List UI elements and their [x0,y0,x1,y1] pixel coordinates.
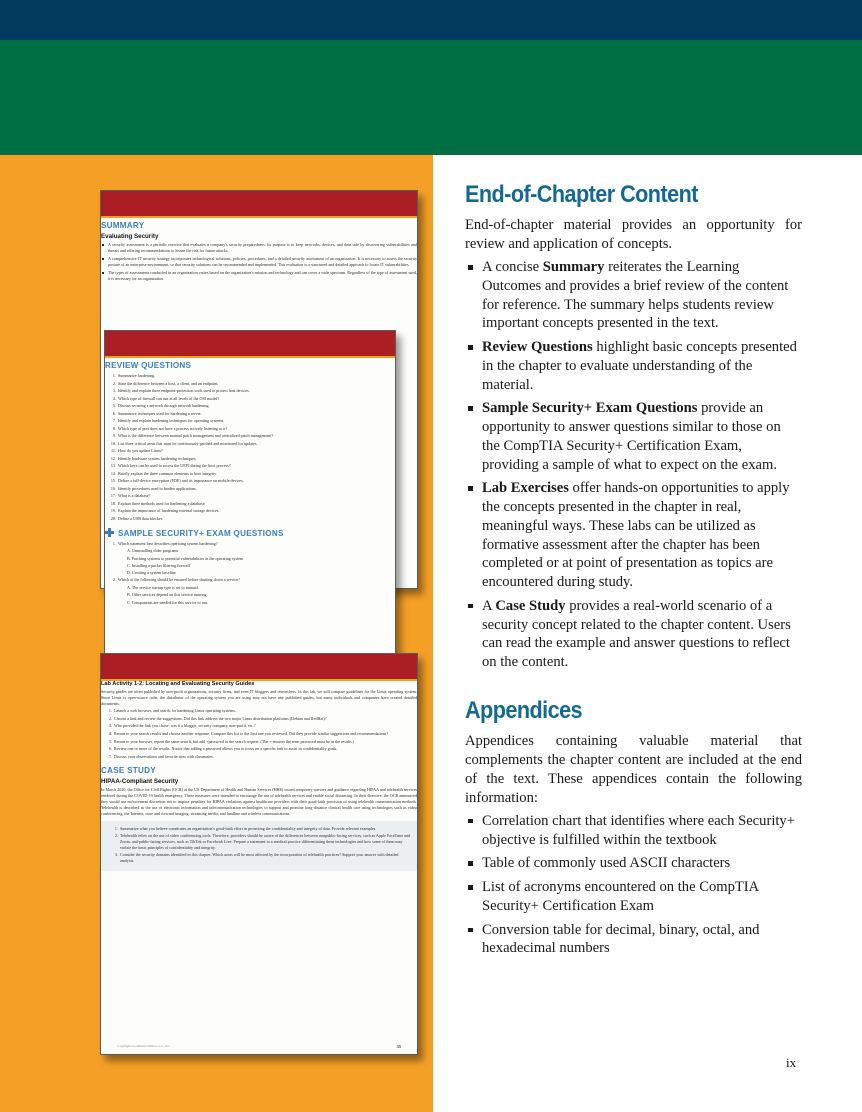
intro-paragraph-end-of-chapter: End-of-chapter material provides an opportunity for review and application of concepts. [465,217,802,253]
list-item-text: provides a real-world scenario of a security concept related to the chapter content. Users can read the example and answer questions to reflect on the content. [482,597,791,671]
list-item: Identify and explain hardening techniques for operating systems. [118,418,225,424]
list-item-term: Sample Security+ Exam Questions [482,400,698,417]
list-item: Which type of firewall can run at all levels of the OSI model? [118,395,220,401]
list-item-text: List of acronyms encountered on the CompTIA Security+ Certification Exam [482,879,759,914]
list-item: Which statement best describes operating system hardening? [118,540,218,546]
list-item: Consider the security domains identified in this chapter. Which areas will be most affected by the incorporation of telehealth practices? Support your answer with detailed analysis. [120,852,399,864]
list-item: A security assessment is a periodic exercise that evaluates a company's security preparedness. Its purpose is to keep networks, devices, and data safe by discovering vulnerabilities and threats and offering recommendations to lessen the risk for future attacks. [101,242,417,254]
list-item: Review one or more of the results. Notice that adding a password allows you to focus on a specific task to assist in confidentiality goals. [114,746,338,752]
paragraph: In March 2020, the Office for Civil Rights (OCR) at the US Department of Health and Human Services (HHS) issued temporary waivers and guidance regarding HIPAA and telehealth services rendered during the COVID-19 health emergency. These measures were intended to encourage the use of telehealth services and enable social distancing. In their directive, the OCR announced they would use enforcement discretion not to impose penalties for HIPAA violations against healthcare providers with their good-faith provision of using telehealth communication methods. Telehealth is described as the use of electronic information and telecommunication technologies to support and promote long-distance clinical health care using technologies such as video conferencing, the Internet, store and forward imaging, streaming media, and landline and wireless communications. [101,787,417,816]
list-item: Which type of port does not have a process actively listening to it? [118,425,228,431]
list-item: Launch a web browser, and search for hardening Linux operating systems. [114,708,236,714]
list-item-term: Case Study [495,597,566,614]
list-item [465,878,802,916]
end-of-chapter-feature-list [465,258,802,672]
list-item [465,812,802,850]
answer-choice: C. Installing a packet filtering firewall [127,562,190,568]
answer-choice: C. Components are needed for this service to run. [127,599,209,605]
list-item: Identify procedures used to harden applications. [118,485,197,491]
list-item: Who provided the link you chose: was it a blogger, security company, non-profit, etc.? [114,723,256,729]
list-item: List three critical areas that must be continuously patched and monitored for updates. [118,440,258,446]
list-item-term: Lab Exercises [482,480,569,497]
list-item-text: Conversion table for decimal, binary, octal, and hexadecimal numbers [482,921,760,957]
lab-activity-title: Lab Activity 1-2: Locating and Evaluating Security Guides [101,681,255,687]
case-study-body [101,787,417,816]
intro-paragraph-appendices: Appendices containing valuable material that complements the chapter content are included at the end of the text. These appendices contain the following information: [465,733,802,806]
thumb-red-header-bar [101,654,417,679]
list-item: Discuss securing a network through network hardening. [118,403,210,409]
answer-choice: D. Creating a system baseline [127,570,176,576]
list-item: Summarize techniques used for hardening a server. [118,410,202,416]
list-item-text: offer hands-on opportunities to apply the concepts presented in the chapter in real, meaningful ways. These labs can be utilized as formative assessment after the chapter has been completed or at point of presentation as topics are encountered during study. [482,480,790,591]
list-item: Which keys can be used to access the UEFI during the boot process? [118,463,231,469]
page-folio-number: ix [786,1055,797,1070]
thumb-page-footer [101,1032,417,1054]
list-item: Return to your browser, repeat the same search, but add +password in the search request. (The + ensures the term password must be in the results.) [114,738,355,744]
list-item-text: Table of commonly used ASCII characters [482,855,731,872]
list-item: Identify hardware system hardening techniques. [118,455,197,461]
list-item: Identify and explain three endpoint-protection tools used to protect host devices. [118,388,250,394]
paragraph: Security guides are often published by non-profit organizations, security firms, and even IT bloggers and researchers. In this lab, we will compare guidelines for the Linux operating system. Since Linux is open-source code, the distributor of the operating system you are using may not have any published guides, but many individuals and companies have created detailed documents. [101,689,417,706]
thumb-gold-rule [105,356,395,358]
book-page-thumbnail-lab-case-study [100,653,418,1055]
list-item [465,854,802,873]
case-study-question-box [101,821,417,871]
lab-steps-list [101,708,417,759]
answer-choice: A. Uninstalling older programs [127,548,179,554]
list-item [465,479,802,592]
list-item: Define a USB data blocker. [118,515,163,521]
appendices-list [465,812,802,958]
list-item: Choose a link and review the suggestions. Did this link address the two major Linux distribution platforms (Debian and RedHat)? [114,715,327,721]
list-item: The types of assessments conducted in an organization varies based on the organization's mission and technology and can cover a wide spectrum. Regardless of the type of assessment used, it is necessary for an organization [101,270,417,282]
case-study-title: HIPAA-Compliant Security [101,778,179,786]
list-item: State the difference between a host, a client, and an endpoint. [118,380,219,386]
list-item-prefix: A [482,597,496,614]
list-item: Summarize what you believe constitutes an organization's good-faith effort in protecting the confidentiality and integrity of data. Provide relevant examples. [120,825,377,831]
list-item-term: Summary [542,259,605,276]
page-title-appendices: Appendices [465,696,583,724]
copyright-line: Copyright Goodheart-Willcox Co., Inc. [117,1044,171,1048]
thumb-page-number: 35 [396,1044,401,1049]
page-title-end-of-chapter-content: End-of-Chapter Content [465,181,698,208]
list-item: Explain three methods used for hardening a database. [118,500,206,506]
sample-exam-questions-heading: SAMPLE SECURITY+ EXAM QUESTIONS [118,527,284,538]
list-item: Define a full-device encryption (FDE) and its importance on mobile devices. [118,478,244,484]
list-item [465,258,802,333]
thumb-red-header-bar [101,191,417,216]
list-item-text: reiterates the Learning Outcomes and provides a brief review of the content for reference. The summary helps students review important concepts presented in the text. [482,259,789,332]
review-questions-list [105,373,395,522]
list-item: Discuss your observations and favorite sites with classmates. [114,753,214,759]
thumb-gold-rule [101,216,417,218]
list-item [465,921,802,959]
list-item: How do you update Linux? [118,448,163,454]
lab-intro-paragraph [101,689,417,706]
answer-choice: A. The service startup type is set to manual. [127,585,199,590]
top-navy-band [0,0,862,40]
list-item: Briefly explain the three common elements to boot integrity. [118,470,217,476]
answer-choice: B. Patching systems to potential vulnerabilities in the operating system [127,555,244,561]
summary-bullet-list [101,242,417,282]
list-item: Return to your search results and choose another response. Compare this list to the first one you reviewed. Did they provide similar suggestions and recommendations? [114,730,389,736]
list-item: A comprehensive IT security strategy incorporates technological solutions, policies, procedures, and a detailed security assessment of an organization. It is necessary to assess the security posture of an enterprise environment, so that security solutions can be recommended and implemented. This evaluation is a structured and detailed approach to locate IT vulnerabilities. [101,256,417,268]
list-item [465,597,802,672]
list-item: What is a database? [118,493,151,499]
right-text-column [465,182,802,963]
thumb-page-content [101,220,417,282]
list-item [465,399,802,474]
list-item [465,338,802,394]
summary-heading: SUMMARY [101,220,145,230]
list-item-prefix: A concise [482,259,543,276]
list-item: Explain the importance of hardening external storage devices. [118,508,220,514]
sample-exam-questions-header [105,528,395,538]
plus-cross-icon [105,528,114,537]
review-questions-heading: REVIEW QUESTIONS [105,360,192,370]
answer-choice: B. Other services depend on this service running. [127,592,208,598]
case-study-heading: CASE STUDY [101,765,156,776]
list-item-term: Review Questions [482,339,593,356]
list-item-text: highlight basic concepts presented in the chapter to evaluate understanding of the material. [482,339,797,393]
summary-subheading: Evaluating Security [101,233,159,240]
list-item-text: provide an opportunity to answer questions similar to those on the CompTIA Security+ Certification Exam, providing a sample of what to expect on the exam. [482,400,781,473]
case-study-questions-list [107,826,411,865]
sample-exam-questions-list [105,541,395,606]
list-item: Which of the following should be ensured before shutting down a service? [118,577,240,583]
list-item: What is the difference between manual patch management and centralized patch management? [118,433,274,439]
thumb-page-content [105,360,395,606]
top-green-band [0,40,862,155]
list-item: Telehealth relies on the use of video conferencing tools. Therefore, providers should be aware of the differences between nonpublic-facing services, such as Apple FaceTime and Zoom, and public-facing services, such as TikTok or Facebook Live. Prepare a statement to a medical practice differentiating these technologies and how some of them may violate the basic principles of confidentiality and integrity. [120,833,411,850]
thumb-page-content [101,681,417,871]
thumb-red-header-bar [105,331,395,356]
list-item-text: Correlation chart that identifies where each Security+ objective is fulfilled within the textbook [482,812,795,848]
list-item: Summarize hardening. [118,373,156,378]
